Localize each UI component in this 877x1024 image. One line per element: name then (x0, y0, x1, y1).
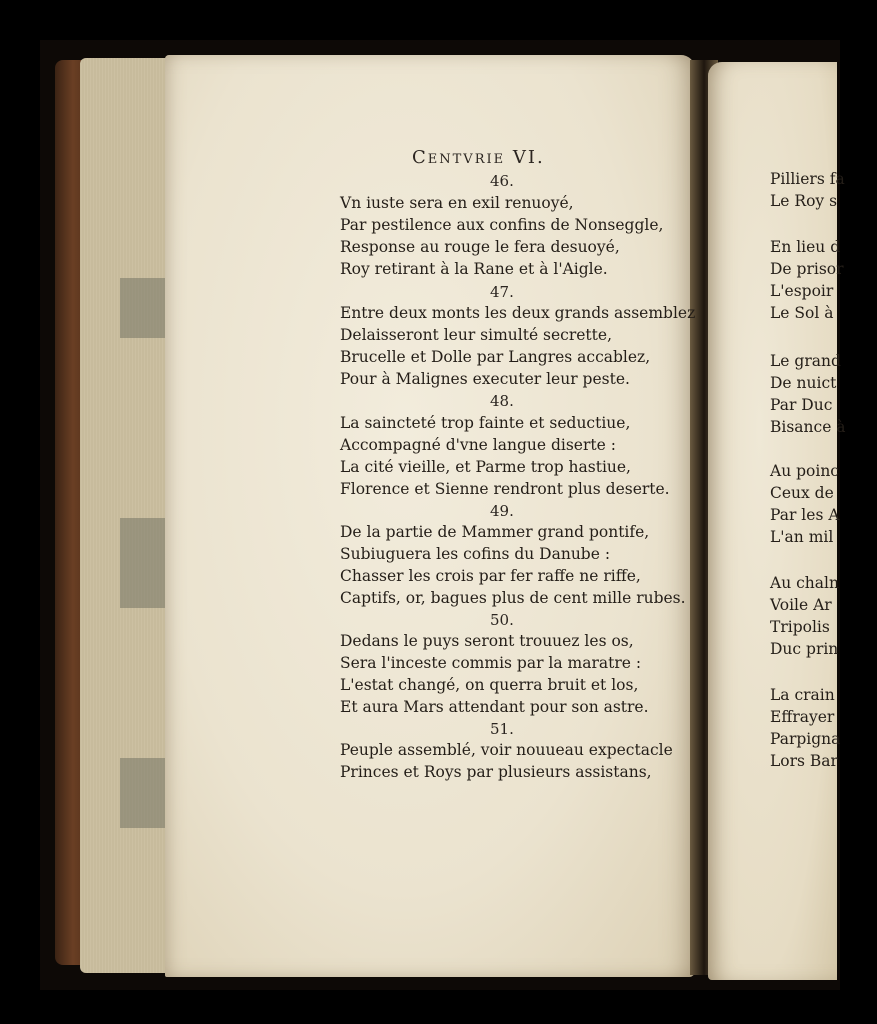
verse-line: Chasser les crois par fer raffe ne riffe, (340, 567, 641, 585)
verse-line: Roy retirant à la Rane et à l'Aigle. (340, 260, 608, 278)
stanza-number: 46. (490, 172, 514, 190)
verse-line: Princes et Roys par plusieurs assistans, (340, 763, 652, 781)
right-page-text-area (708, 62, 846, 980)
verse-line: Peuple assemblé, voir nouueau expectacle (340, 741, 673, 759)
right-verse-fragment: De nuict (770, 374, 837, 392)
stanza-number: 48. (490, 392, 514, 410)
stanza-number: 50. (490, 611, 514, 629)
right-verse-fragment: De prisor (770, 260, 844, 278)
right-verse-fragment: Le Roy s (770, 192, 838, 210)
right-verse-fragment: En lieu d (770, 238, 841, 256)
right-verse-fragment: Pilliers fa (770, 170, 845, 188)
verse-line: Delaisseront leur simulté secrette, (340, 326, 612, 344)
verse-line: L'estat changé, on querra bruit et los, (340, 676, 639, 694)
right-verse-fragment: L'an mil (770, 528, 834, 546)
right-verse-fragment: Tripolis (770, 618, 830, 636)
right-verse-fragment: Par les A (770, 506, 840, 524)
verse-line: Brucelle et Dolle par Langres accablez, (340, 348, 651, 366)
right-verse-fragment: Voile Ar (770, 596, 832, 614)
verse-line: Captifs, or, bagues plus de cent mille rubes. (340, 589, 686, 607)
verse-line: Vn iuste sera en exil renuoyé, (340, 194, 574, 212)
verse-line: Par pestilence aux confins de Nonseggle, (340, 216, 664, 234)
stanza-number: 51. (490, 720, 514, 738)
verse-line: La cité vieille, et Parme trop hastiue, (340, 458, 631, 476)
stanza-number: 49. (490, 502, 514, 520)
right-verse-fragment: Le grand (770, 352, 841, 370)
running-head: Centvrie VI. (412, 147, 545, 168)
right-verse-fragment: La crain (770, 686, 835, 704)
verse-line: Florence et Sienne rendront plus deserte. (340, 480, 670, 498)
verse-line: Sera l'inceste commis par la maratre : (340, 654, 642, 672)
right-verse-fragment: Le Sol à (770, 304, 834, 322)
verse-line: Dedans le puys seront trouuez les os, (340, 632, 634, 650)
right-verse-fragment: Parpigna (770, 730, 841, 748)
verse-line: De la partie de Mammer grand pontife, (340, 523, 650, 541)
stanza-number: 47. (490, 283, 514, 301)
right-verse-fragment: Au poinc (770, 462, 839, 480)
right-verse-fragment: Au chaln (770, 574, 839, 592)
verse-line: Pour à Malignes executer leur peste. (340, 370, 630, 388)
verse-line: Accompagné d'vne langue diserte : (340, 436, 616, 454)
right-verse-fragment: Bisance à (770, 418, 846, 436)
right-verse-fragment: Effrayer (770, 708, 835, 726)
verse-line: Response au rouge le fera desuoyé, (340, 238, 620, 256)
right-verse-fragment: L'espoir (770, 282, 834, 300)
right-verse-fragment: Lors Bar (770, 752, 838, 770)
verse-line: La saincteté trop fainte et seductiue, (340, 414, 631, 432)
right-verse-fragment: Ceux de (770, 484, 834, 502)
verse-line: Entre deux monts les deux grands assemblez (340, 304, 696, 322)
right-verse-fragment: Duc prin (770, 640, 839, 658)
verse-line: Subiuguera les cofins du Danube : (340, 545, 611, 563)
verse-line: Et aura Mars attendant pour son astre. (340, 698, 649, 716)
right-verse-fragment: Par Duc (770, 396, 833, 414)
